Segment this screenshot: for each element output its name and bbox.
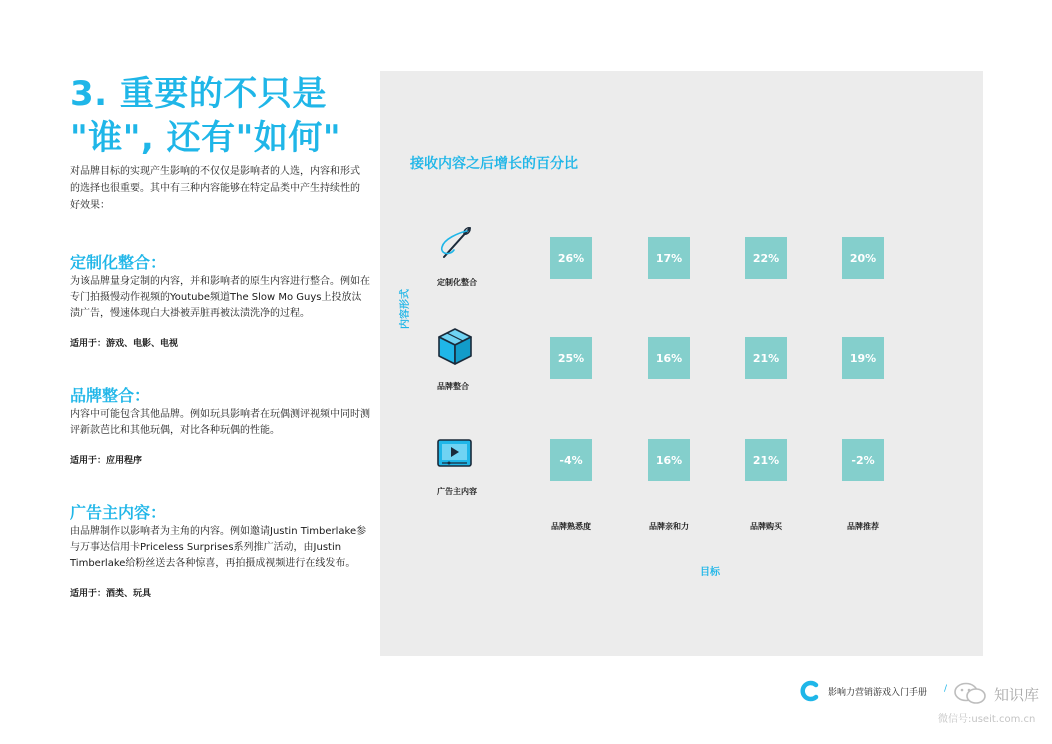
column-label: 品牌购买 xyxy=(750,522,782,531)
value-tile: 21% xyxy=(745,439,787,481)
section-title: 广告主内容： xyxy=(70,503,167,522)
needle-thread-icon xyxy=(436,223,476,263)
section-custom-integration xyxy=(70,252,370,349)
wechat-icon xyxy=(952,681,988,705)
section-brand-integration xyxy=(70,385,370,466)
section-applies: 适用于：应用程序 xyxy=(70,456,143,466)
section-title: 定制化整合： xyxy=(70,253,167,272)
row-label: 品牌整合 xyxy=(437,382,469,391)
value-tile: 16% xyxy=(648,439,690,481)
page-title-line-1: 3. 重要的不只是 xyxy=(70,74,327,114)
left-column xyxy=(70,72,370,599)
section-body: 内容中可能包含其他品牌。例如玩具影响者在玩偶测评视频中同时测评新款芭比和其他玩偶，对比各种玩偶的性能。 xyxy=(70,409,370,436)
chart-panel xyxy=(380,71,983,656)
value-tile: 20% xyxy=(842,237,884,279)
brand-logo-icon xyxy=(799,680,821,702)
footer-title: 影响力营销游戏入门手册 xyxy=(828,688,928,698)
section-applies: 适用于：酒类、玩具 xyxy=(70,589,152,599)
value-tile: 19% xyxy=(842,337,884,379)
row-label: 广告主内容 xyxy=(437,487,477,496)
value-tile: 22% xyxy=(745,237,787,279)
section-body: 由品牌制作以影响者为主角的内容。例如邀请Justin Timberlake参与万事达信用卡Priceless Surprises系列推广活动，由Justin Timberlake给粉丝送去各种惊喜，再拍摄成视频进行在线发布。 xyxy=(70,526,367,569)
page-title-line-2: "谁", 还有"如何" xyxy=(70,118,342,158)
value-tile: 17% xyxy=(648,237,690,279)
column-label: 品牌推荐 xyxy=(847,522,879,531)
watermark-sub: 微信号:useit.com.cn xyxy=(938,714,1036,725)
value-tile: 25% xyxy=(550,337,592,379)
section-title: 品牌整合： xyxy=(70,386,151,405)
column-label: 品牌亲和力 xyxy=(649,522,689,531)
section-applies: 适用于：游戏、电影、电视 xyxy=(70,339,179,349)
package-box-icon xyxy=(435,326,475,366)
column-label: 品牌熟悉度 xyxy=(551,522,591,531)
video-player-icon xyxy=(435,435,475,475)
value-tile: 16% xyxy=(648,337,690,379)
section-body: 为该品牌量身定制的内容，并和影响者的原生内容进行整合。例如在专门拍摄慢动作视频的Youtube频道The Slow Mo Guys上投放汰渍广告，慢速体现白大褂被弄脏再被汰渍洗净的过程。 xyxy=(70,276,370,319)
value-tile: -4% xyxy=(550,439,592,481)
footer-slash: / xyxy=(944,684,948,694)
row-label: 定制化整合 xyxy=(437,278,477,287)
intro-paragraph: 对品牌目标的实现产生影响的不仅仅是影响者的人选，内容和形式的选择也很重要。其中有三种内容能够在特定品类中产生持续性的好效果： xyxy=(70,166,360,211)
value-tile: 26% xyxy=(550,237,592,279)
chart-title: 接收内容之后增长的百分比 xyxy=(410,156,578,172)
value-tile: -2% xyxy=(842,439,884,481)
value-tile: 21% xyxy=(745,337,787,379)
x-axis-label: 目标 xyxy=(700,567,720,578)
y-axis-label: 内容形式 xyxy=(400,289,411,329)
section-advertiser-content xyxy=(70,502,370,599)
watermark-name: 知识库 xyxy=(994,686,1040,704)
